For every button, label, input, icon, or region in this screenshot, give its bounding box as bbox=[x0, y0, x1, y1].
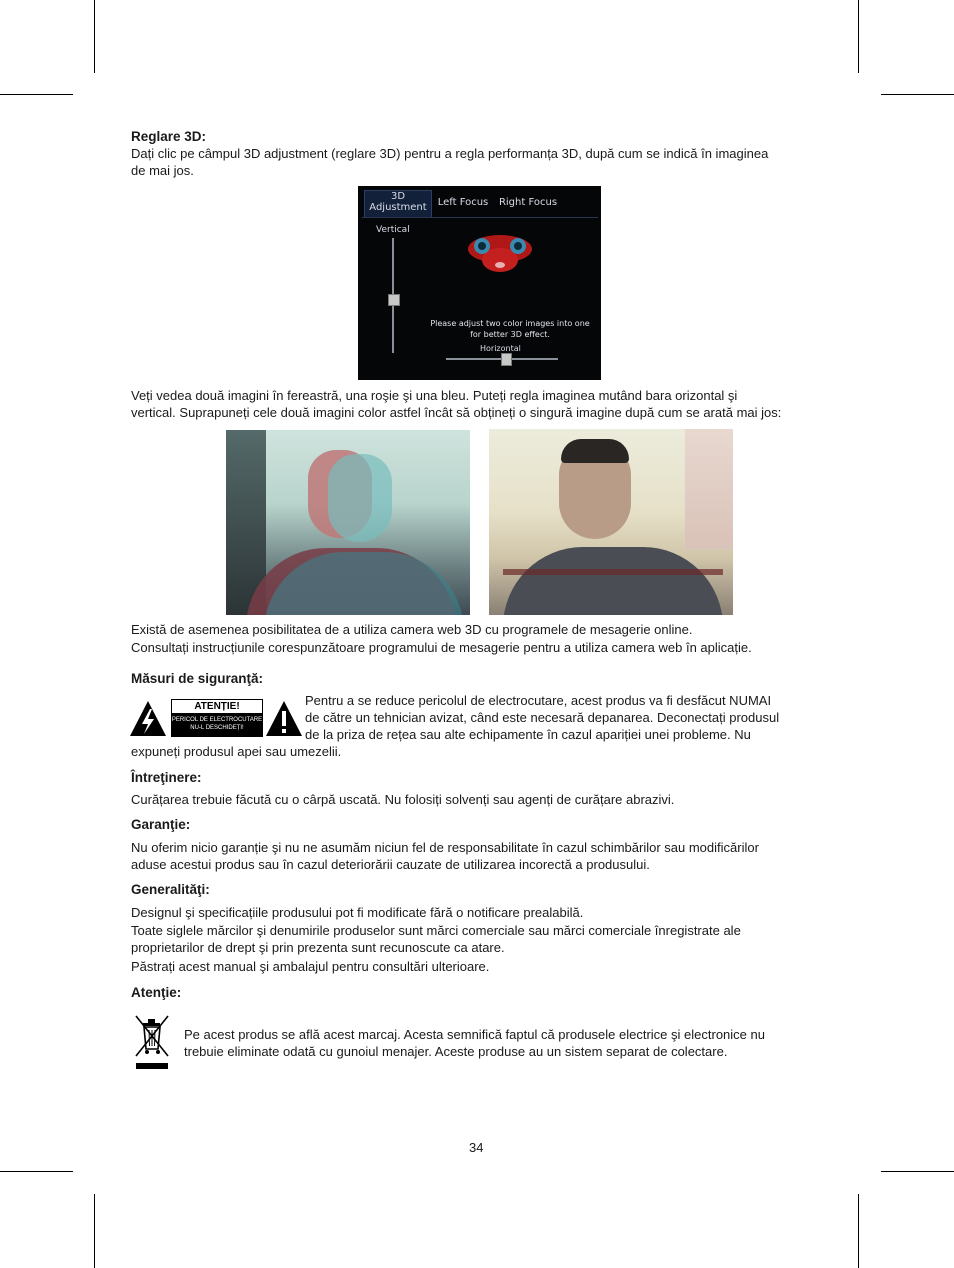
tab-right-focus[interactable]: Right Focus bbox=[498, 197, 558, 208]
warning-label-sub-2: NU-L DESCHIDEȚI! bbox=[190, 725, 244, 731]
heading-generalitati: Generalităţi: bbox=[131, 882, 210, 897]
horizontal-label: Horizontal bbox=[480, 344, 521, 353]
adjust-instruction bbox=[424, 318, 596, 340]
vertical-label: Vertical bbox=[376, 225, 410, 235]
warning-label-sub-1: PERICOL DE ELECTROCUTARE bbox=[171, 717, 263, 723]
generalitati-line-3: proprietarilor de drept şi prin prezenta sunt recunoscute ca atare. bbox=[131, 940, 505, 955]
crop-mark bbox=[94, 0, 95, 73]
masuri-line-2: de către un tehnician avizat, când este necesară depanarea. Deconectați produsul bbox=[305, 710, 780, 725]
anaglyph-photo-aligned bbox=[489, 429, 733, 615]
exista-line-2: Consultați instrucțiunile corespunzătoare programului de mesagerie pentru a utiliza camera web în aplicație. bbox=[131, 640, 752, 655]
reglare-line-2: de mai jos. bbox=[131, 163, 194, 178]
vertical-slider-handle[interactable] bbox=[388, 294, 400, 306]
generalitati-line-2: Toate siglele mărcilor şi denumirile produselor sunt mărci comerciale sau mărci comerciale înregistrate ale bbox=[131, 923, 741, 938]
horizontal-slider-handle[interactable] bbox=[501, 353, 512, 366]
reglare-line-1: Dați clic pe câmpul 3D adjustment (reglare 3D) pentru a regla performanța 3D, după cum se indică în imaginea bbox=[131, 146, 769, 161]
heading-intretinere: Întreţinere: bbox=[131, 770, 202, 785]
tab-left-focus[interactable]: Left Focus bbox=[437, 197, 489, 208]
heading-masuri-de-siguranta: Măsuri de siguranţă: bbox=[131, 671, 264, 686]
tab-3d-label-2: Adjustment bbox=[369, 202, 427, 213]
crop-mark bbox=[881, 94, 954, 95]
weee-crossed-bin-icon bbox=[133, 1013, 171, 1071]
page-number: 34 bbox=[469, 1140, 484, 1155]
crop-mark bbox=[858, 1194, 859, 1268]
veti-line-2: vertical. Suprapuneți cele două imagini color astfel încât să obțineți o singură imagine după cum se arată mai jos: bbox=[131, 405, 782, 420]
intretinere-line-1: Curățarea trebuie făcută cu o cârpă uscată. Nu folosiți solvenți sau agenți de curățare abrazivi. bbox=[131, 792, 675, 807]
exclamation-warning-icon bbox=[265, 700, 303, 737]
veti-line-1: Veți vedea două imagini în fereastră, una roşie şi una bleu. Puteți regla imaginea mutând bara orizontal şi bbox=[131, 388, 738, 403]
crop-mark bbox=[858, 0, 859, 73]
crop-mark bbox=[0, 94, 73, 95]
garantie-line-2: aduse acestui produs sau în cazul deteriorării cauzate de utilizarea incorectă a produsului. bbox=[131, 857, 650, 872]
heading-garantie: Garanţie: bbox=[131, 817, 191, 832]
anaglyph-photo-unaligned bbox=[226, 430, 470, 615]
3d-adjustment-screenshot bbox=[358, 186, 601, 380]
instruction-line-2: for better 3D effect. bbox=[470, 330, 550, 339]
crop-mark bbox=[0, 1171, 73, 1172]
tab-3d-adjustment[interactable] bbox=[364, 190, 432, 218]
instruction-line-1: Please adjust two color images into one bbox=[430, 319, 590, 328]
atentie-line-2: trebuie eliminate odată cu gunoiul menajer. Aceste produse au un sistem separat de colectare. bbox=[184, 1044, 728, 1059]
masuri-line-4: expuneți produsul apei sau umezelii. bbox=[131, 744, 342, 759]
warning-label-title: ATENȚIE! bbox=[172, 700, 262, 713]
tab-divider bbox=[362, 217, 598, 218]
masuri-line-3: de la priza de rețea sau alte echipamente în cazul apariției unei probleme. Nu bbox=[305, 727, 751, 742]
generalitati-line-1: Designul şi specificațiile produsului pot fi modificate fără o notificare prealabilă. bbox=[131, 905, 584, 920]
garantie-line-1: Nu oferim nicio garanție şi nu ne asumăm niciun fel de responsabilitate în cazul schimbărilor sau modificărilor bbox=[131, 840, 759, 855]
crop-mark bbox=[881, 1171, 954, 1172]
heading-reglare-3d: Reglare 3D: bbox=[131, 129, 207, 144]
anaglyph-face-icon bbox=[460, 230, 540, 276]
generalitati-line-4: Păstrați acest manual şi ambalajul pentru consultări ulterioare. bbox=[131, 959, 490, 974]
exista-line-1: Există de asemenea posibilitatea de a utiliza camera web 3D cu programele de mesagerie online. bbox=[131, 622, 693, 637]
crop-mark bbox=[94, 1194, 95, 1268]
warning-label bbox=[171, 699, 263, 737]
heading-atentie: Atenţie: bbox=[131, 985, 182, 1000]
masuri-line-1: Pentru a se reduce pericolul de electrocutare, acest produs va fi desfăcut NUMAI bbox=[305, 693, 772, 708]
lightning-warning-icon bbox=[129, 700, 167, 737]
atentie-line-1: Pe acest produs se află acest marcaj. Acesta semnifică faptul că produsele electrice şi electronice nu bbox=[184, 1027, 765, 1042]
tab-3d-label-1: 3D bbox=[390, 191, 406, 202]
